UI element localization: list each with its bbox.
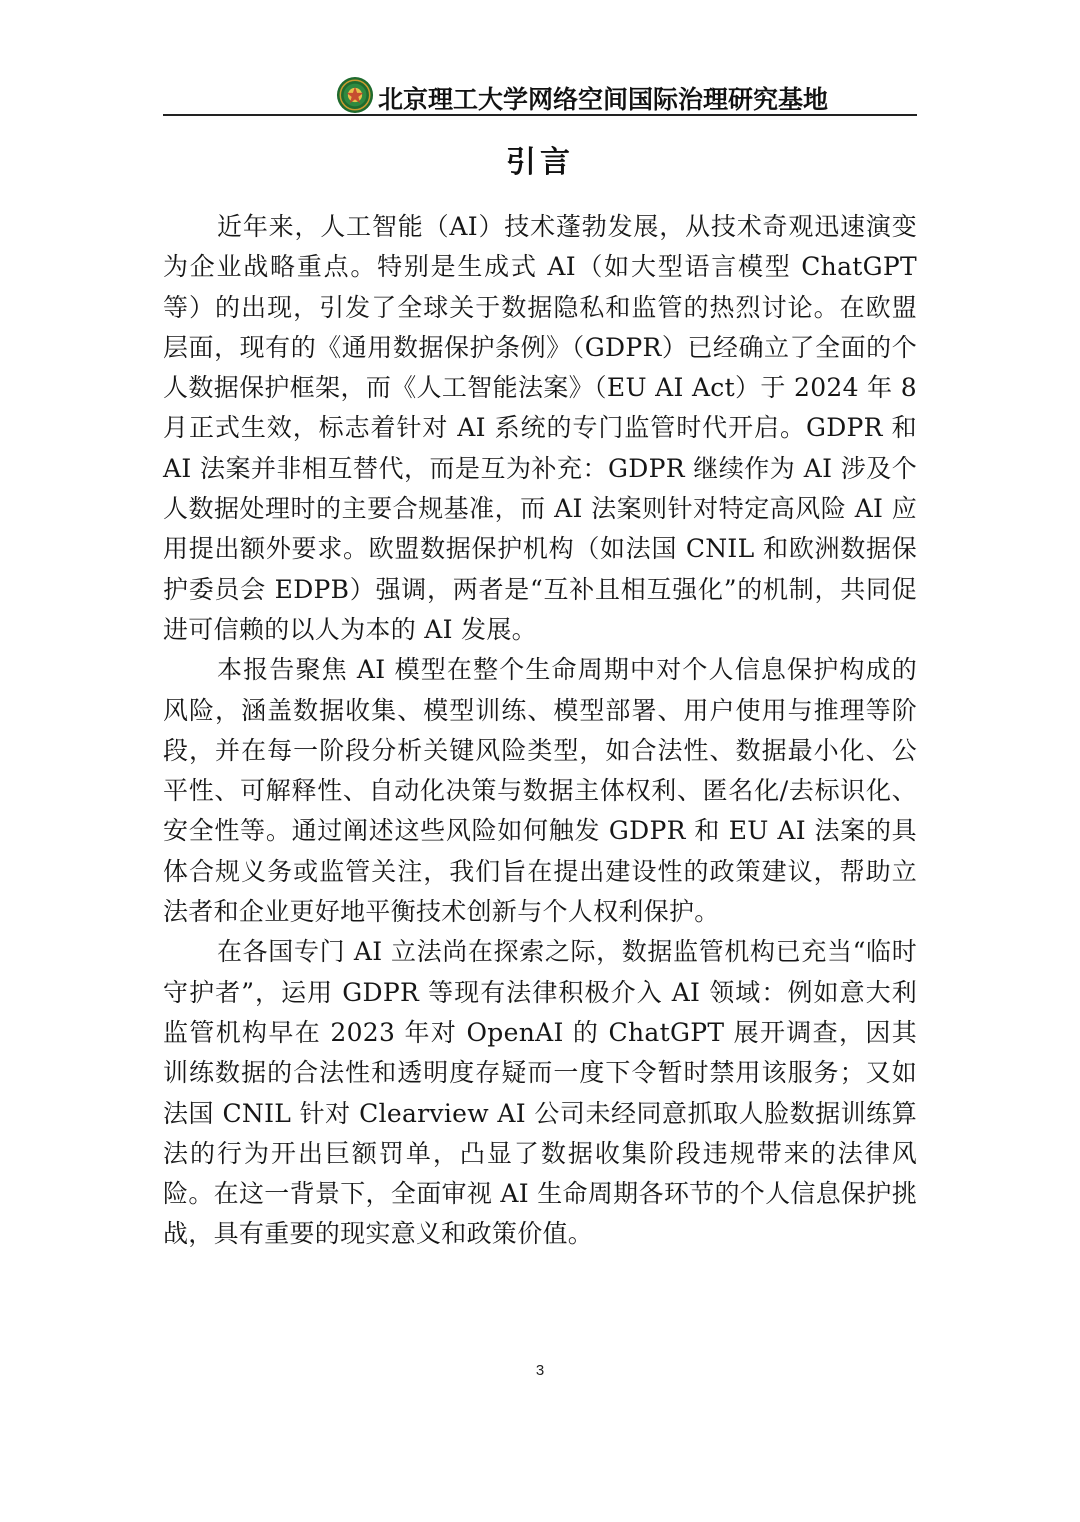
paragraph-context: 在各国专门 AI 立法尚在探索之际，数据监管机构已充当“临时守护者”，运用 GDPR 等现有法律积极介入 AI 领域：例如意大利监管机构早在 2023 年对 OpenAI 的 ChatGPT 展开调查，因其训练数据的合法性和透明度存疑而一度下令暂时禁用该服务；又如法国 CNIL 针对 Clearview AI 公司未经同意抓取人脸数据训练算法的行为开出巨额罚单，凸显了数据收集阶段违规带来的法律风险。在这一背景下，全面审视 AI 生命周期各环节的个人信息保护挑战，具有重要的现实意义和政策价值。 bbox=[163, 937, 917, 1249]
header-divider bbox=[163, 114, 917, 116]
document-body bbox=[163, 207, 917, 1255]
paragraph-intro: 近年来，人工智能（AI）技术蓬勃发展，从技术奇观迅速演变为企业战略重点。特别是生成式 AI（如大型语言模型 ChatGPT 等）的出现，引发了全球关于数据隐私和监管的热烈讨论。在欧盟层面，现有的《通用数据保护条例》（GDPR）已经确立了全面的个人数据保护框架，而《人工智能法案》（EU AI Act）于 2024 年 8 月正式生效，标志着针对 AI 系统的专门监管时代开启。GDPR 和 AI 法案并非相互替代，而是互为补充：GDPR 继续作为 AI 涉及个人数据处理时的主要合规基准，而 AI 法案则针对特定高风险 AI 应用提出额外要求。欧盟数据保护机构（如法国 CNIL 和欧洲数据保护委员会 EDPB）强调，两者是“互补且相互强化”的机制，共同促进可信赖的以人为本的 AI 发展。 bbox=[163, 212, 917, 644]
section-title: 引言 bbox=[506, 145, 574, 180]
header-institution-name: 北京理工大学网络空间国际治理研究基地 bbox=[378, 85, 829, 114]
paragraph-scope: 本报告聚焦 AI 模型在整个生命周期中对个人信息保护构成的风险，涵盖数据收集、模型训练、模型部署、用户使用与推理等阶段，并在每一阶段分析关键风险类型，如合法性、数据最小化、公平性、可解释性、自动化决策与数据主体权利、匿名化/去标识化、安全性等。通过阐述这些风险如何触发 GDPR 和 EU AI 法案的具体合规义务或监管关注，我们旨在提出建设性的政策建议，帮助立法者和企业更好地平衡技术创新与个人权利保护。 bbox=[163, 655, 917, 927]
page-header bbox=[0, 68, 1080, 118]
page-number: 3 bbox=[535, 1362, 545, 1379]
university-seal-icon bbox=[336, 76, 374, 114]
